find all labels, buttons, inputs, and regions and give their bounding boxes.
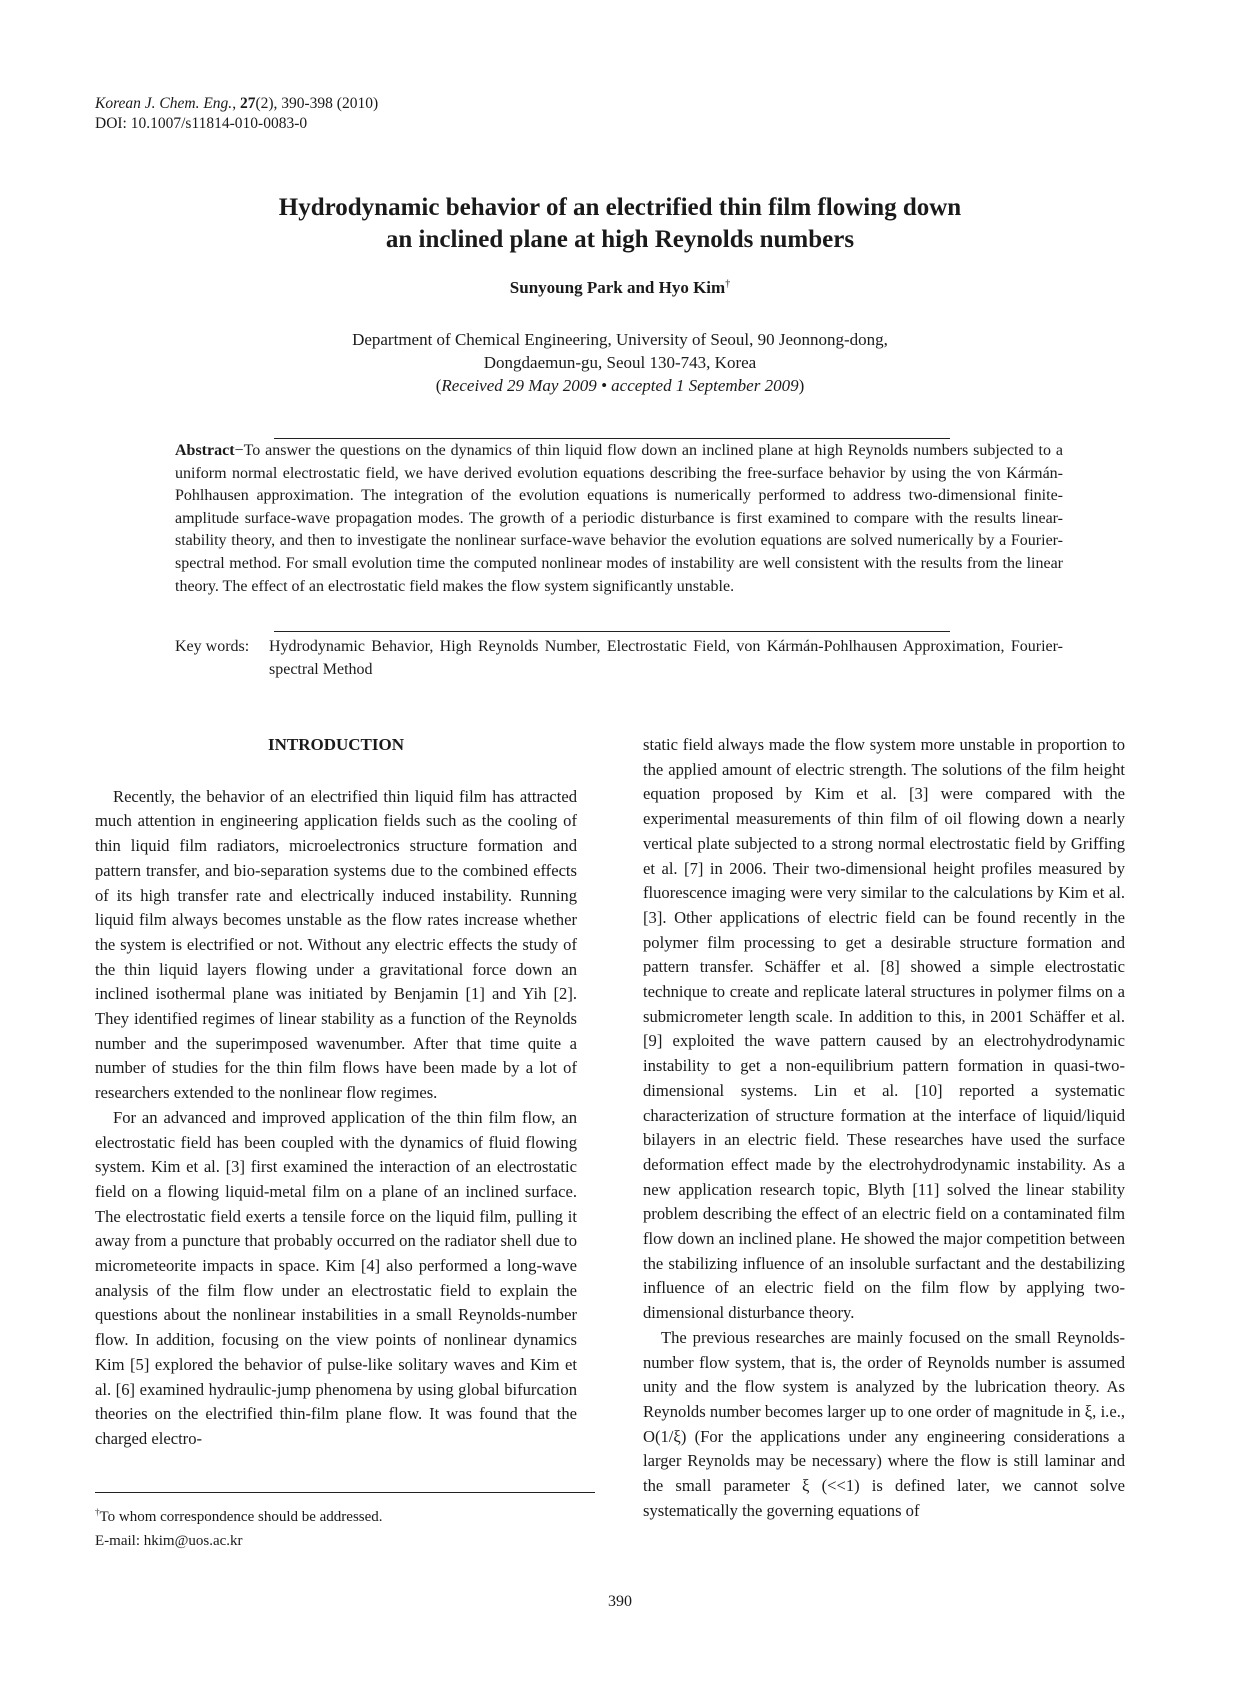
keywords <box>175 636 1063 681</box>
abstract-text: −To answer the questions on the dynamics of thin liquid flow down an inclined plane at high Reynolds numbers subjected to a uniform normal electrostatic field, we have derived evolution equations describing the free-surface behavior by using the von Kármán-Pohlhausen approximation. The integration of the evolution equations is numerically performed to address two-dimensional finite-amplitude surface-wave propagation modes. The growth of a periodic disturbance is first examined to compare with the results linear-stability theory, and then to investigate the nonlinear surface-wave behavior the evolution equations are solved numerically by a Fourier-spectral method. For small evolution time the computed nonlinear modes of instability are well consistent with the results from the linear theory. The effect of an electrostatic field makes the flow system significantly unstable. <box>175 442 1063 595</box>
title-line: an inclined plane at high Reynolds numbers <box>385 226 855 253</box>
footnote-email: E-mail: hkim@uos.ac.kr <box>95 1533 243 1549</box>
title-line: Hydrodynamic behavior of an electrified thin film flowing down <box>278 194 962 221</box>
paragraph: Recently, the behavior of an electrified thin liquid film has attracted much attention in engineering application fields such as the cooling of thin liquid film radiators, microelectronics structure formation and pattern transfer, and bio-separation systems due to the combined effects of its high transfer rate and electrically induced instability. Running liquid film always becomes unstable as the flow rates increase whether the system is electrified or not. Without any electric effects the study of the thin liquid layers flowing under a gravitational force down an inclined isothermal plane was initiated by Benjamin [1] and Yih [2]. They identified regimes of linear stability as a function of the Reynolds number and the superimposed wavenumber. After that time quite a number of studies for the thin film flows have been made by a lot of researchers extended to the nonlinear flow regimes. <box>95 786 577 1103</box>
abstract <box>175 440 1063 598</box>
keywords-label: Key words: <box>175 638 250 655</box>
received-dates: (Received 29 May 2009 • accepted 1 September 2009) <box>435 376 805 395</box>
left-column <box>95 733 577 1452</box>
authors <box>150 278 1090 298</box>
abstract-top-rule <box>274 438 950 439</box>
journal-volume: 27 <box>239 95 256 112</box>
citation-line: Korean J. Chem. Eng., 27(2), 390-398 (2010) <box>95 95 379 112</box>
paragraph: The previous researches are mainly focused on the small Reynolds-number flow system, that is, the order of Reynolds number is assumed unity and the flow system is analyzed by the lubrication theory. As Reynolds number becomes larger up to one order of magnitude in ξ, i.e., O(1/ξ) (For the applications under any engineering considerations a larger Reynolds may be necessary) where the flow is still laminar and the small parameter ξ (<<1) is defined later, we cannot solve systematically the governing equations of <box>643 1327 1125 1520</box>
journal-name: Korean J. Chem. Eng. <box>95 95 233 112</box>
affiliation <box>150 328 1090 397</box>
keywords-text: Hydrodynamic Behavior, High Reynolds Number, Electrostatic Field, von Kármán-Pohlhausen Approximation, Fourier-spectral Method <box>269 638 1063 678</box>
footnote <box>95 1500 577 1553</box>
page-number: 390 <box>608 1593 632 1610</box>
paper-title <box>150 192 1090 256</box>
footnote-mark: † <box>95 1507 100 1517</box>
affiliation-line: Department of Chemical Engineering, University of Seoul, 90 Jeonnong-dong, <box>352 330 888 349</box>
right-column <box>643 733 1125 1524</box>
footnote-text: To whom correspondence should be addressed. <box>99 1509 383 1525</box>
abstract-label: Abstract <box>175 442 235 459</box>
abstract-bottom-rule <box>274 631 950 632</box>
footnote-rule <box>95 1492 595 1493</box>
doi: DOI: 10.1007/s11814-010-0083-0 <box>95 115 308 132</box>
section-heading: INTRODUCTION <box>267 735 405 754</box>
paragraph: static field always made the flow system more unstable in proportion to the applied amount of electric strength. The solutions of the film height equation proposed by Kim et al. [3] were compared with the experimental measurements of thin film of oil flowing down a nearly vertical plate subjected to a strong normal electrostatic field by Griffing et al. [7] in 2006. Their two-dimensional height profiles measured by fluorescence imaging were very similar to the calculations by Kim et al. [3]. Other applications of electric field can be found recently in the polymer film processing to get a desirable structure formation and pattern transfer. Schäffer et al. [8] showed a simple electrostatic technique to create and replicate lateral structures in polymer films on a submicrometer length scale. In addition to this, in 2001 Schäffer et al. [9] exploited the wave pattern caused by an electrohydrodynamic instability to get a non-equilibrium pattern formation in quasi-two-dimensional systems. Lin et al. [10] reported a systematic characterization of structure formation at the interface of liquid/liquid bilayers in an electric field. These researches have used the surface deformation effect made by the electrohydrodynamic instability. As a new application research topic, Blyth [11] solved the linear stability problem describing the effect of an electric field on a contaminated film flow down an inclined plane. He showed the major competition between the stabilizing influence of an insoluble surfactant and the destabilizing influence of an electric field on the film flow by applying two-dimensional disturbance theory. <box>643 735 1125 1323</box>
received-text: Received 29 May 2009 • accepted 1 September 2009 <box>441 376 799 395</box>
journal-issue-pages: (2), 390-398 (2010) <box>255 95 379 112</box>
footnote-line <box>95 1500 577 1529</box>
author-names: Sunyoung Park and Hyo Kim <box>509 278 726 297</box>
journal-header <box>95 94 378 134</box>
corresponding-mark: † <box>725 278 731 290</box>
paragraph: For an advanced and improved application of the thin film flow, an electrostatic field has been coupled with the dynamics of fluid flowing system. Kim et al. [3] first examined the interaction of an electrostatic field on a flowing liquid-metal film on a plane of an inclined surface. The electrostatic field exerts a tensile force on the liquid film, pulling it away from a puncture that probably occurred on the radiator shell due to micrometeorite impacts in space. Kim [4] also performed a long-wave analysis of the film flow under an electrostatic field to explain the questions about the nonlinear instabilities in a small Reynolds-number flow. In addition, focusing on the view points of nonlinear dynamics Kim [5] explored the behavior of pulse-like solitary waves and Kim et al. [6] examined hydraulic-jump phenomena by using global bifurcation theories on the electrified thin-film plane flow. It was found that the charged electro- <box>95 1107 577 1448</box>
affiliation-line: Dongdaemun-gu, Seoul 130-743, Korea <box>483 353 757 372</box>
